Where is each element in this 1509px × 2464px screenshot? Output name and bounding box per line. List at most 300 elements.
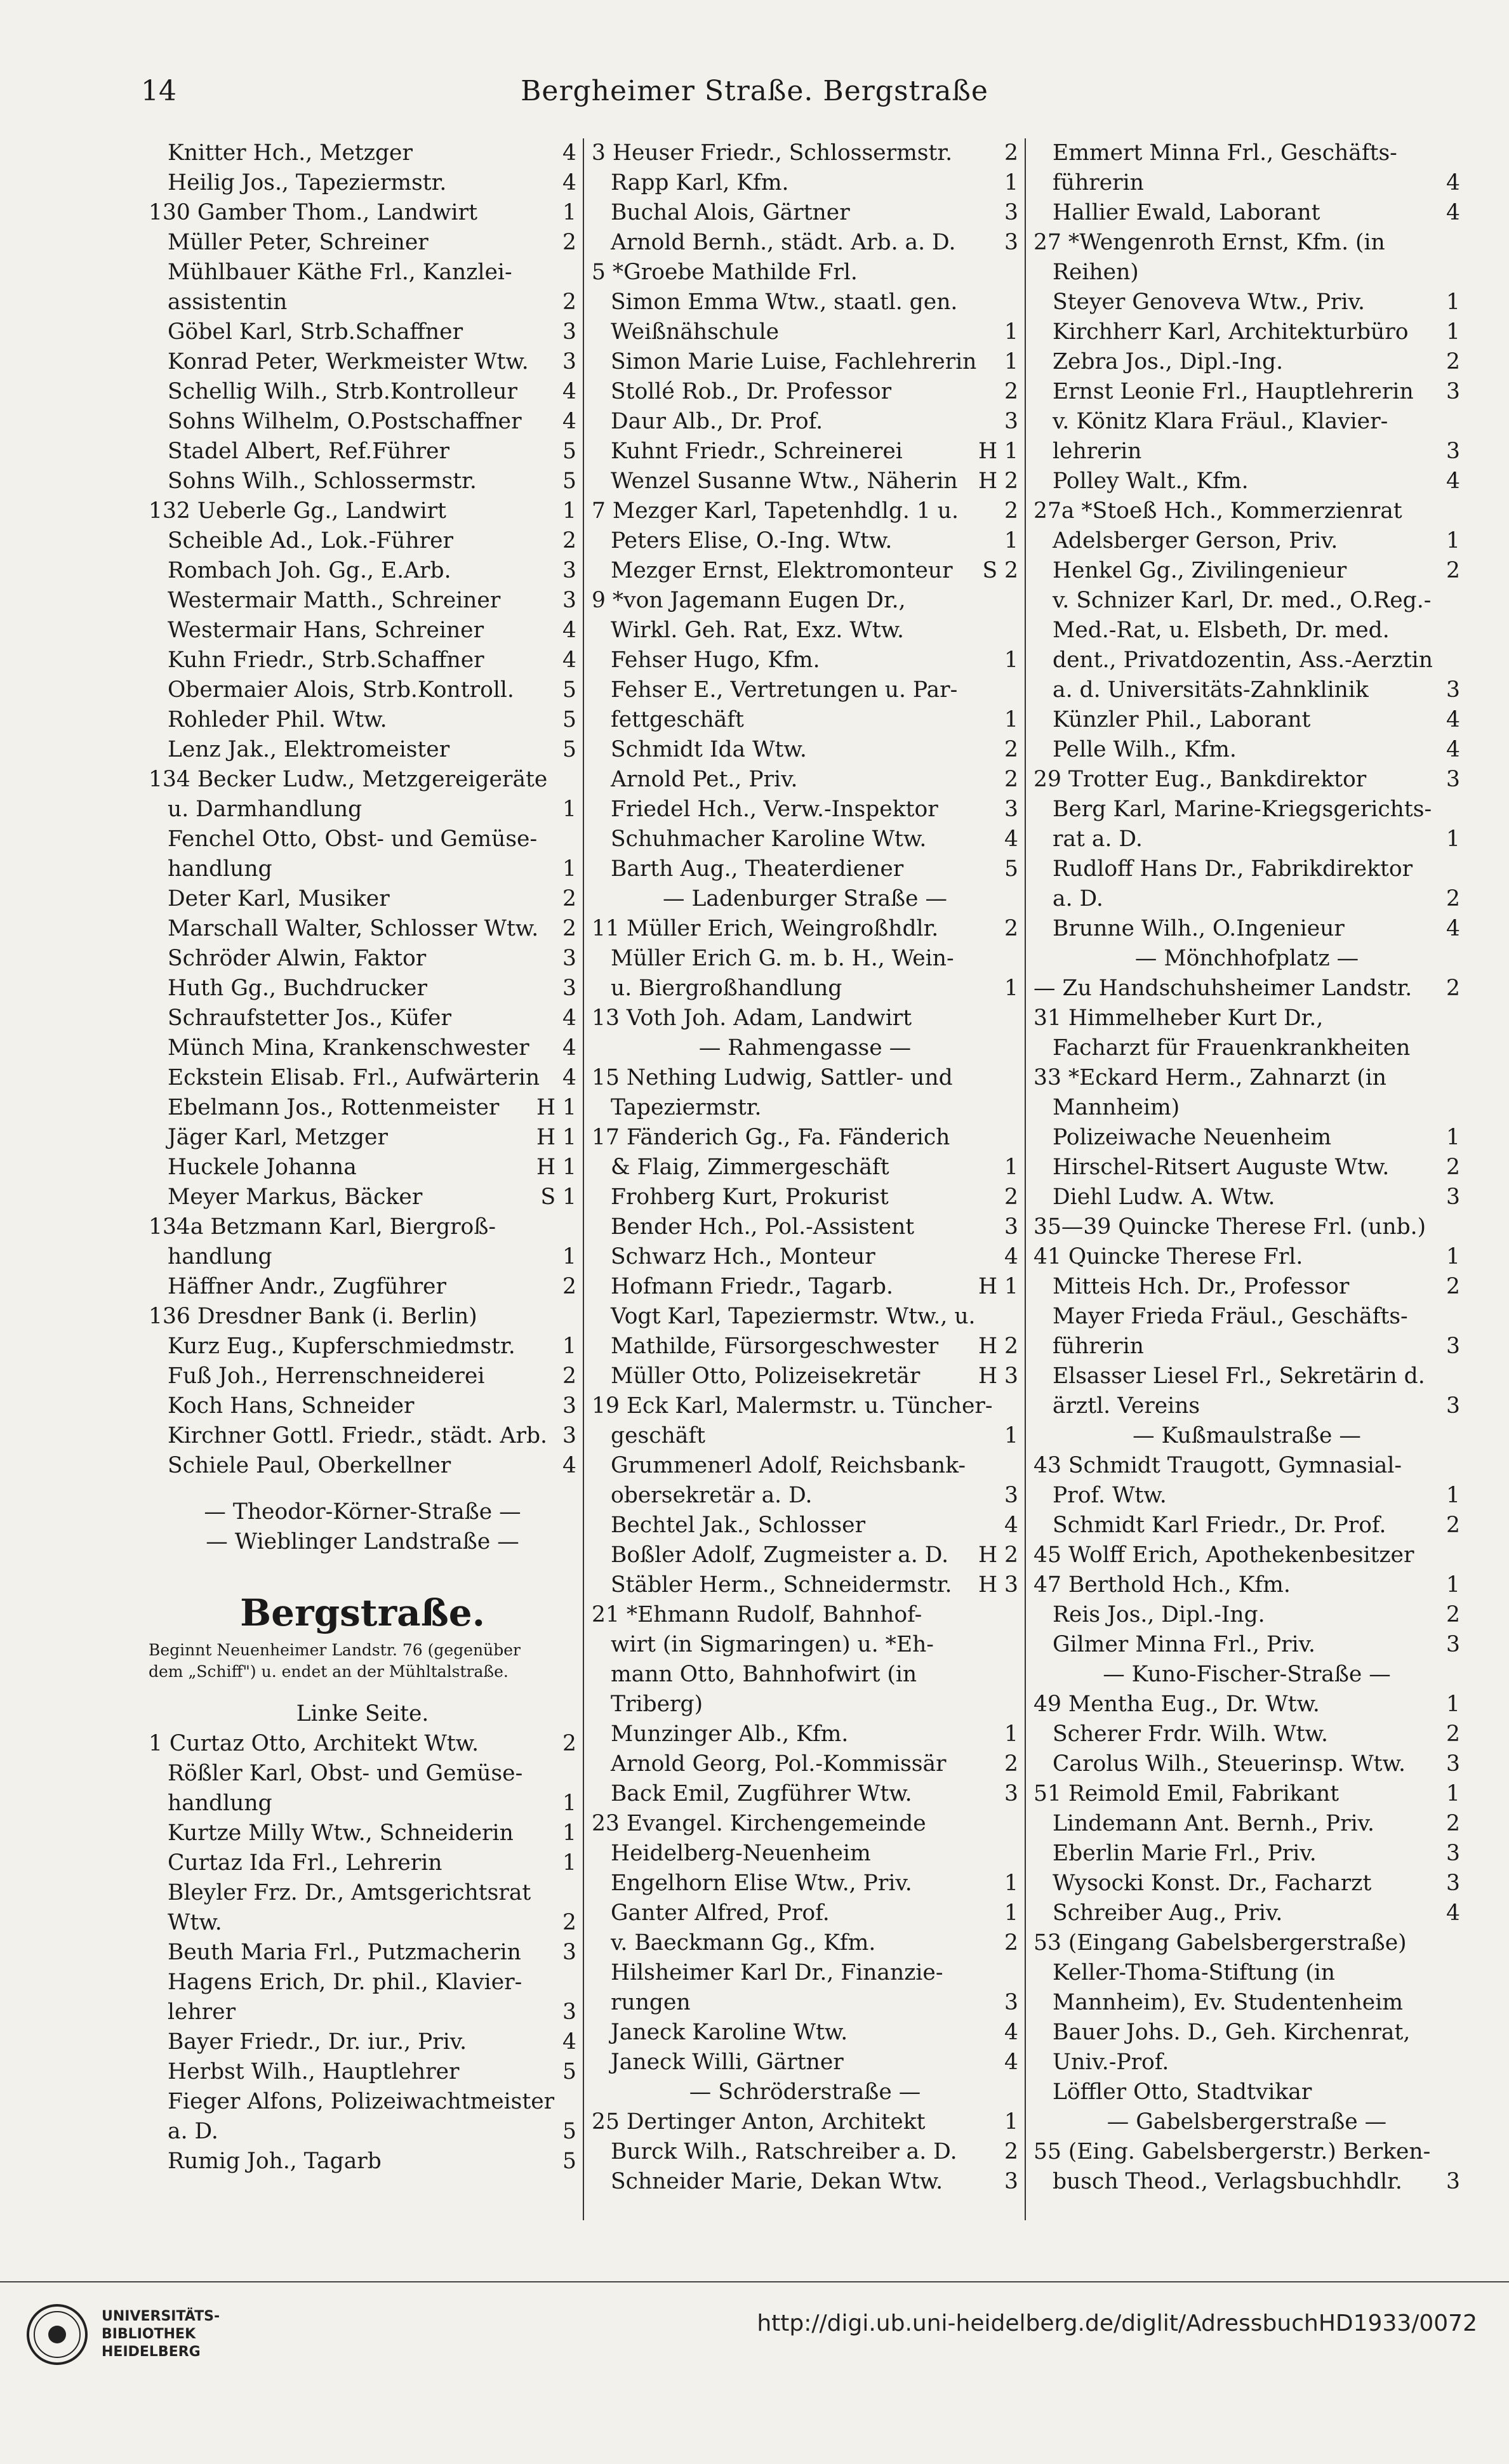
- directory-entry: [592, 1332, 1018, 1361]
- entry-floor: H 2: [978, 1334, 1018, 1359]
- entry-text: 11 Müller Erich, Weingroßhdlr.: [592, 916, 939, 941]
- directory-entry: [592, 1421, 1018, 1451]
- directory-entry: 55 (Eing. Gabelsbergerstr.) Berken-: [1034, 2139, 1431, 2164]
- entry-text: Herbst Wilh., Hauptlehrer: [168, 2059, 460, 2084]
- street-heading: — Kuno-Fischer-Straße —: [1103, 1662, 1391, 1687]
- directory-entry: [592, 854, 1018, 884]
- directory-entry: [592, 198, 1018, 228]
- directory-entry: [592, 377, 1018, 407]
- directory-entry: [1034, 1719, 1460, 1749]
- entry-floor: 2: [1004, 916, 1018, 941]
- entry-text: rungen: [611, 1990, 691, 2015]
- entry-text: Göbel Karl, Strb.Schaffner: [168, 319, 463, 345]
- directory-entry: Löffler Otto, Stadtvikar: [1053, 2079, 1312, 2105]
- entry-floor: 1: [1004, 1900, 1018, 1926]
- entry-text: Künzler Phil., Laborant: [1053, 707, 1311, 732]
- entry-text: Burck Wilh., Ratschreiber a. D.: [611, 2139, 957, 2164]
- entry-floor: 1: [1446, 826, 1460, 852]
- directory-entry: Elsasser Liesel Frl., Sekretärin d.: [1053, 1363, 1425, 1389]
- entry-text: Mathilde, Fürsorgeschwester: [611, 1334, 939, 1359]
- entry-text: Wysocki Konst. Dr., Facharzt: [1053, 1871, 1372, 1896]
- entry-text: 47 Berthold Hch., Kfm.: [1034, 1572, 1291, 1598]
- directory-entry: [1034, 1809, 1460, 1839]
- entry-floor: 3: [1004, 797, 1018, 822]
- entry-floor: H 1: [536, 1125, 576, 1150]
- directory-entry: [1034, 1690, 1460, 1719]
- directory-entry: [592, 347, 1018, 377]
- directory-entry: [149, 1093, 576, 1123]
- entry-text: a. D.: [168, 2119, 218, 2144]
- directory-entry: [149, 735, 576, 765]
- entry-floor: 2: [1446, 886, 1460, 911]
- entry-text: Wtw.: [168, 1910, 222, 1935]
- entry-floor: 1: [1446, 1692, 1460, 1717]
- entry-text: Weißnähschule: [611, 319, 780, 345]
- directory-entry: [1034, 467, 1460, 496]
- street-heading: — Theodor-Körner-Straße —: [204, 1499, 521, 1525]
- directory-entry: [1034, 825, 1460, 854]
- entry-floor: 1: [1446, 1781, 1460, 1806]
- directory-entry: Vogt Karl, Tapeziermstr. Wtw., u.: [611, 1304, 976, 1329]
- entry-text: 130 Gamber Thom., Landwirt: [149, 200, 477, 225]
- directory-entry: 21 *Ehmann Rudolf, Bahnhof-: [592, 1602, 922, 1627]
- entry-text: u. Darmhandlung: [168, 797, 362, 822]
- directory-entry: Mayer Frieda Fräul., Geschäfts-: [1053, 1304, 1408, 1329]
- directory-entry: 15 Nething Ludwig, Sattler- und: [592, 1065, 953, 1090]
- entry-text: Stäbler Herm., Schneidermstr.: [611, 1572, 952, 1598]
- entry-text: Knitter Hch., Metzger: [168, 140, 413, 166]
- street-heading: Linke Seite.: [296, 1701, 429, 1726]
- entry-floor: 1: [562, 200, 576, 225]
- directory-entry: Univ.-Prof.: [1053, 2050, 1169, 2075]
- entry-floor: 4: [1004, 1513, 1018, 1538]
- street-heading: — Kußmaulstraße —: [1133, 1423, 1361, 1448]
- directory-columns: [141, 138, 1468, 2220]
- directory-entry: [149, 556, 576, 586]
- entry-floor: 1: [562, 856, 576, 882]
- source-url-link[interactable]: http://digi.ub.uni-heidelberg.de/diglit/AdressbuchHD1933/0072: [757, 2310, 1477, 2336]
- directory-entry: [149, 646, 576, 675]
- entry-text: obersekretär a. D.: [611, 1483, 813, 1508]
- entry-floor: 3: [1004, 1781, 1018, 1806]
- directory-entry: [1034, 914, 1460, 944]
- entry-text: Carolus Wilh., Steuerinsp. Wtw.: [1053, 1751, 1406, 1777]
- entry-text: Rohleder Phil. Wtw.: [168, 707, 387, 732]
- directory-entry: [149, 288, 576, 317]
- entry-floor: 3: [1446, 379, 1460, 404]
- entry-text: Polizeiwache Neuenheim: [1053, 1125, 1332, 1150]
- entry-text: Scheible Ad., Lok.-Führer: [168, 528, 454, 553]
- entry-floor: 4: [562, 409, 576, 434]
- entry-text: fettgeschäft: [611, 707, 744, 732]
- entry-floor: 2: [562, 916, 576, 941]
- directory-entry: mann Otto, Bahnhofwirt (in: [611, 1662, 917, 1687]
- column-left: [141, 138, 583, 2220]
- directory-entry: Mannheim), Ev. Studentenheim: [1053, 1990, 1403, 2015]
- entry-text: ärztl. Vereins: [1053, 1393, 1200, 1419]
- entry-text: Rapp Karl, Kfm.: [611, 170, 789, 195]
- street-heading: — Gabelsbergerstraße —: [1107, 2109, 1387, 2135]
- footer-divider: [0, 2281, 1509, 2282]
- directory-entry: [149, 1729, 576, 1759]
- entry-text: Frohberg Kurt, Prokurist: [611, 1184, 889, 1210]
- entry-text: Bayer Friedr., Dr. iur., Priv.: [168, 2029, 467, 2055]
- directory-entry: [1034, 1511, 1460, 1540]
- directory-entry: [1034, 1242, 1460, 1272]
- entry-text: führerin: [1053, 1334, 1144, 1359]
- entry-floor: 1: [1004, 2109, 1018, 2135]
- street-heading: — Ladenburger Straße —: [663, 886, 947, 911]
- entry-floor: 2: [1446, 1602, 1460, 1627]
- directory-entry: Simon Emma Wtw., staatl. gen.: [611, 289, 958, 315]
- directory-entry: Bleyler Frz. Dr., Amtsgerichtsrat: [168, 1880, 531, 1905]
- entry-floor: 1: [1446, 1483, 1460, 1508]
- directory-entry: 13 Voth Joh. Adam, Landwirt: [592, 1005, 912, 1031]
- entry-floor: 3: [562, 349, 576, 374]
- directory-entry: [592, 1182, 1018, 1212]
- directory-entry: [592, 765, 1018, 795]
- entry-floor: 2: [1446, 1274, 1460, 1299]
- entry-text: Diehl Ludw. A. Wtw.: [1053, 1184, 1275, 1210]
- entry-floor: 1: [1004, 707, 1018, 732]
- entry-text: Schraufstetter Jos., Küfer: [168, 1005, 451, 1031]
- directory-entry: [592, 1481, 1018, 1511]
- entry-text: handlung: [168, 1244, 272, 1269]
- directory-entry: [149, 944, 576, 974]
- entry-floor: 3: [1446, 767, 1460, 792]
- directory-entry: 9 *von Jagemann Eugen Dr.,: [592, 588, 906, 613]
- entry-text: Huth Gg., Buchdrucker: [168, 976, 427, 1001]
- directory-entry: [149, 407, 576, 437]
- entry-text: rat a. D.: [1053, 826, 1143, 852]
- entry-floor: 1: [1004, 170, 1018, 195]
- entry-text: Munzinger Alb., Kfm.: [611, 1721, 849, 1747]
- directory-entry: 27a *Stoeß Hch., Kommerzienrat: [1034, 498, 1402, 524]
- directory-entry: [1034, 1391, 1460, 1421]
- entry-text: Sohns Wilhelm, O.Postschaffner: [168, 409, 522, 434]
- entry-floor: 5: [562, 439, 576, 464]
- entry-floor: 3: [562, 1940, 576, 1965]
- entry-floor: 2: [562, 528, 576, 553]
- directory-entry: [149, 1361, 576, 1391]
- entry-floor: 3: [1004, 200, 1018, 225]
- entry-floor: 3: [562, 588, 576, 613]
- entry-floor: 3: [1004, 230, 1018, 255]
- entry-text: Stadel Albert, Ref.Führer: [168, 439, 449, 464]
- directory-entry: Berg Karl, Marine-Kriegsgerichts-: [1053, 797, 1432, 822]
- street-heading: — Rahmengasse —: [698, 1035, 912, 1061]
- directory-entry: [1034, 1570, 1460, 1600]
- directory-entry: [592, 496, 1018, 526]
- entry-floor: 2: [1004, 737, 1018, 762]
- directory-entry: [592, 1570, 1018, 1600]
- entry-text: 3 Heuser Friedr., Schlossermstr.: [592, 140, 953, 166]
- entry-floor: H 3: [978, 1363, 1018, 1389]
- entry-floor: 1: [1004, 1423, 1018, 1448]
- entry-text: Müller Peter, Schreiner: [168, 230, 429, 255]
- directory-entry: [1034, 1749, 1460, 1779]
- directory-entry: 45 Wolff Erich, Apothekenbesitzer: [1034, 1542, 1414, 1568]
- entry-floor: 5: [562, 2149, 576, 2174]
- directory-entry: [1034, 288, 1460, 317]
- entry-text: Janeck Karoline Wtw.: [611, 2020, 848, 2045]
- directory-entry: [149, 2027, 576, 2057]
- directory-entry: [592, 646, 1018, 675]
- entry-floor: 3: [562, 946, 576, 971]
- directory-entry: Fehser E., Vertretungen u. Par-: [611, 677, 958, 703]
- entry-floor: 1: [1446, 528, 1460, 553]
- entry-text: Hirschel-Ritsert Auguste Wtw.: [1053, 1155, 1390, 1180]
- directory-entry: Hilsheimer Karl Dr., Finanzie-: [611, 1960, 943, 1985]
- directory-entry: Rudloff Hans Dr., Fabrikdirektor: [1053, 856, 1413, 882]
- entry-floor: 2: [562, 289, 576, 315]
- entry-text: Prof. Wtw.: [1053, 1483, 1167, 1508]
- entry-text: Kuhnt Friedr., Schreinerei: [611, 439, 903, 464]
- entry-text: Lenz Jak., Elektromeister: [168, 737, 450, 762]
- directory-entry: Wirkl. Geh. Rat, Exz. Wtw.: [611, 618, 904, 643]
- directory-entry: [149, 2117, 576, 2147]
- entry-floor: 3: [1446, 1751, 1460, 1777]
- entry-text: Häffner Andr., Zugführer: [168, 1274, 446, 1299]
- directory-entry: [592, 1540, 1018, 1570]
- entry-floor: 2: [1446, 976, 1460, 1001]
- directory-entry: Mannheim): [1053, 1095, 1180, 1120]
- entry-text: Münch Mina, Krankenschwester: [168, 1035, 529, 1061]
- library-name-line: BIBLIOTHEK: [102, 2326, 196, 2342]
- directory-entry: [149, 705, 576, 735]
- entry-floor: H 1: [978, 1274, 1018, 1299]
- directory-entry: [592, 1153, 1018, 1182]
- entry-floor: 3: [1004, 409, 1018, 434]
- entry-floor: 3: [1446, 1632, 1460, 1657]
- directory-entry: [1034, 1481, 1460, 1511]
- directory-entry: [1034, 765, 1460, 795]
- entry-floor: 4: [562, 170, 576, 195]
- directory-entry: Med.-Rat, u. Elsbeth, Dr. med.: [1053, 618, 1390, 643]
- directory-entry: [1034, 705, 1460, 735]
- entry-text: lehrer: [168, 1999, 236, 2025]
- directory-entry: v. Könitz Klara Fräul., Klavier-: [1053, 409, 1388, 434]
- directory-entry: Keller-Thoma-Stiftung (in: [1053, 1960, 1335, 1985]
- entry-text: Ganter Alfred, Prof.: [611, 1900, 830, 1926]
- entry-floor: 3: [562, 1999, 576, 2025]
- entry-text: führerin: [1053, 170, 1144, 195]
- directory-entry: [1034, 2167, 1460, 2197]
- entry-floor: 3: [1446, 439, 1460, 464]
- entry-text: Lindemann Ant. Bernh., Priv.: [1053, 1811, 1374, 1836]
- entry-text: Curtaz Ida Frl., Lehrerin: [168, 1850, 442, 1876]
- entry-floor: 2: [562, 1363, 576, 1389]
- entry-text: Huckele Johanna: [168, 1155, 357, 1180]
- directory-entry: [149, 168, 576, 198]
- directory-entry: [149, 914, 576, 944]
- entry-text: Hallier Ewald, Laborant: [1053, 200, 1320, 225]
- directory-entry: [592, 1511, 1018, 1540]
- directory-entry: [1034, 735, 1460, 765]
- directory-entry: dent., Privatdozentin, Ass.-Aerztin: [1053, 647, 1433, 673]
- entry-text: 41 Quincke Therese Frl.: [1034, 1244, 1303, 1269]
- entry-text: geschäft: [611, 1423, 705, 1448]
- entry-floor: 2: [1446, 349, 1460, 374]
- entry-floor: 1: [1004, 528, 1018, 553]
- entry-text: Janeck Willi, Gärtner: [611, 2050, 844, 2075]
- directory-entry: 19 Eck Karl, Malermstr. u. Tüncher-: [592, 1393, 993, 1419]
- directory-entry: [149, 1848, 576, 1878]
- library-name: [102, 2308, 220, 2361]
- entry-floor: 5: [562, 737, 576, 762]
- entry-text: Schröder Alwin, Faktor: [168, 946, 427, 971]
- entry-floor: 1: [1004, 1155, 1018, 1180]
- entry-floor: 4: [562, 1035, 576, 1061]
- entry-floor: 2: [562, 1274, 576, 1299]
- directory-entry: Tapeziermstr.: [611, 1095, 762, 1120]
- entry-floor: 4: [562, 1453, 576, 1478]
- entry-text: — Zu Handschuhsheimer Landstr.: [1034, 976, 1413, 1001]
- entry-text: Daur Alb., Dr. Prof.: [611, 409, 823, 434]
- directory-entry: [1034, 317, 1460, 347]
- entry-floor: 1: [1004, 976, 1018, 1001]
- entry-floor: 2: [1004, 379, 1018, 404]
- directory-entry: [592, 914, 1018, 944]
- entry-floor: 4: [1004, 826, 1018, 852]
- entry-text: Schmidt Karl Friedr., Dr. Prof.: [1053, 1513, 1386, 1538]
- street-heading: — Schröderstraße —: [689, 2079, 921, 2105]
- directory-entry: Beginnt Neuenheimer Landstr. 76 (gegenüber: [149, 1641, 521, 1659]
- directory-entry: [592, 1212, 1018, 1242]
- directory-entry: [592, 2167, 1018, 2197]
- directory-entry: [592, 1928, 1018, 1958]
- entry-text: Gilmer Minna Frl., Priv.: [1053, 1632, 1316, 1657]
- directory-entry: [1034, 437, 1460, 467]
- entry-text: Ebelmann Jos., Rottenmeister: [168, 1095, 500, 1120]
- directory-entry: Emmert Minna Frl., Geschäfts-: [1053, 140, 1397, 166]
- directory-entry: [1034, 1182, 1460, 1212]
- entry-floor: 1: [562, 1244, 576, 1269]
- directory-entry: [592, 2048, 1018, 2077]
- entry-floor: 4: [562, 379, 576, 404]
- entry-floor: S 2: [982, 558, 1018, 583]
- entry-text: Westermair Hans, Schreiner: [168, 618, 484, 643]
- directory-entry: [1034, 1869, 1460, 1898]
- entry-text: assistentin: [168, 289, 288, 315]
- directory-entry: Fenchel Otto, Obst- und Gemüse-: [168, 826, 538, 852]
- entry-floor: 2: [1446, 1513, 1460, 1538]
- entry-text: Polley Walt., Kfm.: [1053, 468, 1249, 494]
- directory-entry: [592, 407, 1018, 437]
- directory-entry: [149, 228, 576, 258]
- directory-entry: [592, 825, 1018, 854]
- directory-entry: [149, 1421, 576, 1451]
- entry-text: Koch Hans, Schneider: [168, 1393, 415, 1419]
- page-title: Bergheimer Straße. Bergstraße: [521, 75, 988, 107]
- entry-floor: 2: [1004, 1184, 1018, 1210]
- directory-entry: [149, 1481, 576, 1497]
- entry-floor: 1: [1004, 1871, 1018, 1896]
- directory-entry: 43 Schmidt Traugott, Gymnasial-: [1034, 1453, 1402, 1478]
- entry-floor: 2: [1446, 1811, 1460, 1836]
- entry-floor: 3: [562, 1423, 576, 1448]
- directory-entry: wirt (in Sigmaringen) u. *Eh-: [611, 1632, 934, 1657]
- entry-text: Bender Hch., Pol.-Assistent: [611, 1214, 915, 1240]
- entry-floor: 1: [1446, 289, 1460, 315]
- entry-text: Fehser Hugo, Kfm.: [611, 647, 820, 673]
- entry-text: Eberlin Marie Frl., Priv.: [1053, 1841, 1317, 1866]
- entry-text: Meyer Markus, Bäcker: [168, 1184, 423, 1210]
- entry-floor: 5: [1004, 856, 1018, 882]
- directory-entry: [592, 1898, 1018, 1928]
- directory-entry: [149, 1182, 576, 1212]
- directory-entry: [149, 1272, 576, 1302]
- directory-entry: [1034, 556, 1460, 586]
- directory-entry: [1034, 1332, 1460, 1361]
- entry-text: Hofmann Friedr., Tagarb.: [611, 1274, 893, 1299]
- entry-text: Obermaier Alois, Strb.Kontroll.: [168, 677, 514, 703]
- entry-floor: 3: [1446, 677, 1460, 703]
- entry-floor: H 1: [536, 1095, 576, 1120]
- directory-entry: [149, 795, 576, 825]
- entry-floor: 2: [1004, 1751, 1018, 1777]
- entry-floor: 4: [1446, 707, 1460, 732]
- directory-entry: 31 Himmelheber Kurt Dr.,: [1034, 1005, 1324, 1031]
- directory-entry: [592, 2018, 1018, 2048]
- entry-text: handlung: [168, 1791, 272, 1816]
- directory-entry: 53 (Eingang Gabelsbergerstraße): [1034, 1930, 1407, 1956]
- entry-text: Rumig Joh., Tagarb: [168, 2149, 382, 2174]
- library-name-line: HEIDELBERG: [102, 2344, 201, 2360]
- entry-floor: H 2: [978, 1542, 1018, 1568]
- entry-floor: 2: [562, 886, 576, 911]
- directory-entry: [592, 317, 1018, 347]
- entry-text: Deter Karl, Musiker: [168, 886, 390, 911]
- directory-entry: v. Schnizer Karl, Dr. med., O.Reg.-: [1053, 588, 1432, 613]
- entry-floor: 3: [1446, 1871, 1460, 1896]
- street-heading: — Wieblinger Landstraße —: [206, 1529, 519, 1554]
- entry-floor: 2: [1004, 140, 1018, 166]
- directory-entry: Hagens Erich, Dr. phil., Klavier-: [168, 1970, 522, 1995]
- directory-entry: [149, 1683, 576, 1699]
- entry-text: Wenzel Susanne Wtw., Näherin: [611, 468, 958, 494]
- entry-text: Schmidt Ida Wtw.: [611, 737, 807, 762]
- directory-entry: [592, 2107, 1018, 2137]
- directory-entry: [149, 1451, 576, 1481]
- entry-floor: 2: [1446, 1721, 1460, 1747]
- section-title: Bergstraße.: [240, 1591, 485, 1634]
- page-number: 14: [141, 75, 176, 107]
- directory-entry: [149, 467, 576, 496]
- entry-text: Konrad Peter, Werkmeister Wtw.: [168, 349, 529, 374]
- directory-entry: [592, 168, 1018, 198]
- entry-text: 1 Curtaz Otto, Architekt Wtw.: [149, 1731, 479, 1756]
- directory-entry: [1034, 1600, 1460, 1630]
- entry-floor: 1: [562, 1791, 576, 1816]
- directory-entry: [149, 1997, 576, 2027]
- directory-entry: [592, 2137, 1018, 2167]
- entry-text: Schneider Marie, Dekan Wtw.: [611, 2169, 943, 2194]
- directory-entry: [592, 556, 1018, 586]
- entry-floor: 3: [1446, 1334, 1460, 1359]
- directory-entry: [592, 1988, 1018, 2018]
- directory-entry: [149, 2147, 576, 2176]
- entry-text: Schwarz Hch., Monteur: [611, 1244, 875, 1269]
- directory-entry: [149, 1003, 576, 1033]
- entry-floor: H 3: [978, 1572, 1018, 1598]
- entry-floor: H 1: [536, 1155, 576, 1180]
- entry-text: Heilig Jos., Tapeziermstr.: [168, 170, 447, 195]
- entry-floor: 3: [562, 558, 576, 583]
- directory-entry: [592, 735, 1018, 765]
- entry-floor: 1: [562, 797, 576, 822]
- entry-floor: 5: [562, 2059, 576, 2084]
